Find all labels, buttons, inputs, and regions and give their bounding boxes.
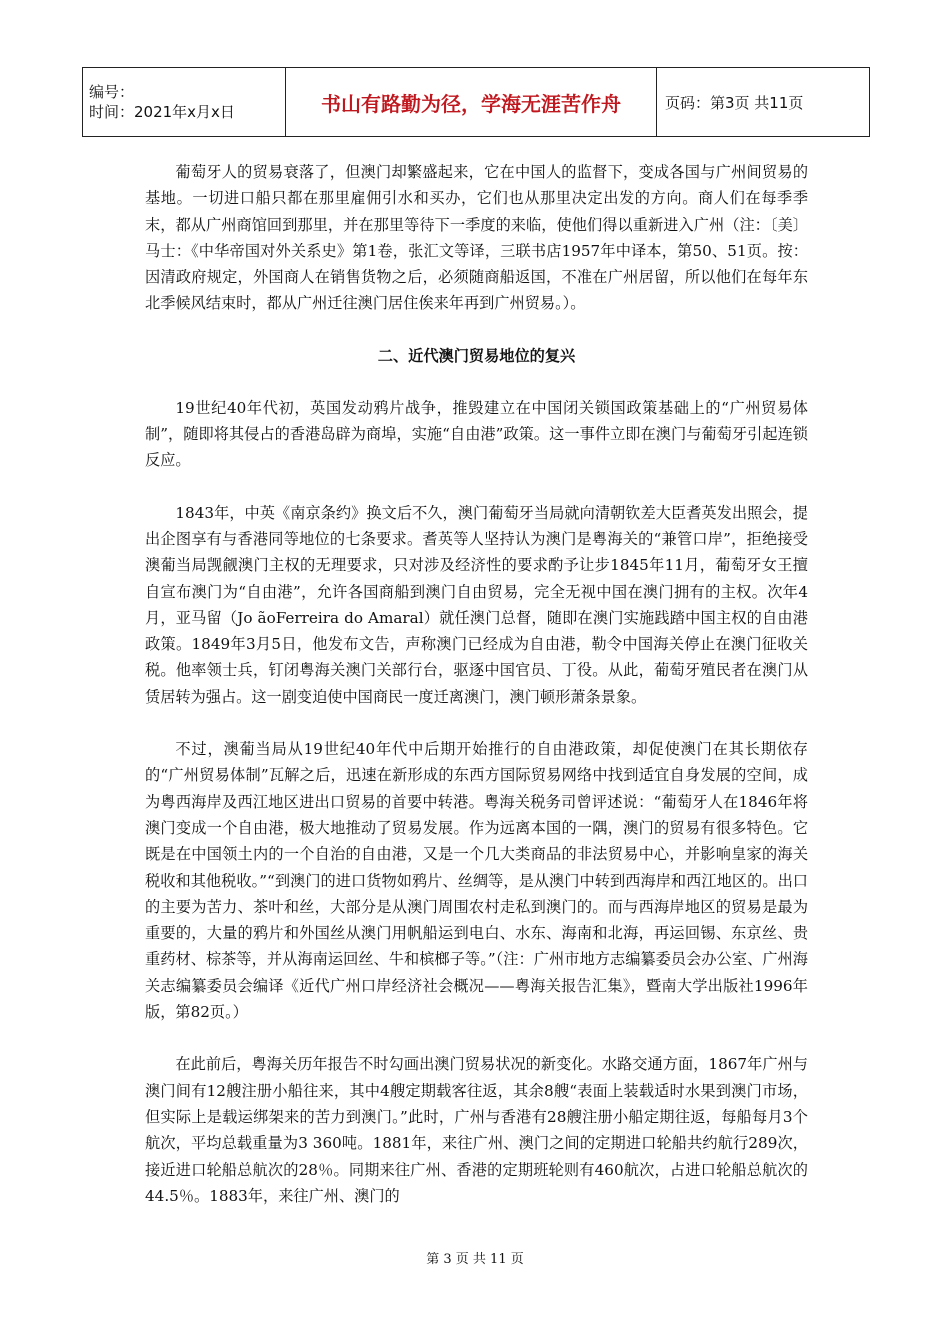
body-paragraph-3: 1843年，中英《南京条约》换文后不久，澳门葡萄牙当局就向清朝钦差大臣耆英发出照会，提出企图享有与香港同等地位的七条要求。耆英等人坚持认为澳门是粤海关的“兼管口岸”，拒绝接受澳葡当局觊觎澳门主权的无理要求，只对涉及经济性的要求酌予让步1845年11月，葡萄牙女王擅自宣布澳门为“自由港”，允许各国商船到澳门自由贸易，完全无视中国在澳门拥有的主权。次年4月，亚马留（Jo ãoFerreira do Amaral）就任澳门总督，随即在澳门实施践踏中国主权的自由港政策。1849年3月5日，他发布文告，声称澳门已经成为自由港，勒令中国海关停止在澳门征收关税。他率领士兵，钉闭粤海关澳门关部行台，驱逐中国官员、丁役。从此，葡萄牙殖民者在澳门从赁居转为强占。这一剧变迫使中国商民一度迁离澳门，澳门顿形萧条景象。 (145, 503, 808, 706)
header-motto: 书山有路勤为径，学海无涯苦作舟 (286, 68, 657, 137)
body-paragraph-1: 葡萄牙人的贸易衰落了，但澳门却繁盛起来，它在中国人的监督下，变成各国与广州间贸易的基地。一切进口船只都在那里雇佣引水和买办，它们也从那里决定出发的方向。商人们在每季季末，都从广州商馆回到那里，并在那里等待下一季度的来临，使他们得以重新进入广州（注：〔美〕马士：《中华帝国对外关系史》第1卷，张汇文等译，三联书店1957年中译本，第50、51页。按：因清政府规定，外国商人在销售货物之后，必须随商船返国，不准在广州居留，所以他们在每年东北季候风结束时，都从广州迁往澳门居住俟来年再到广州贸易。）。 (145, 163, 808, 313)
body-paragraph-2: 19世纪40年代初，英国发动鸦片战争，推毁建立在中国闭关锁国政策基础上的“广州贸易体制”，随即将其侵占的香港岛辟为商埠，实施“自由港”政策。这一事件立即在澳门与葡萄牙引起连锁反应。 (145, 398, 808, 470)
document-header (82, 67, 870, 137)
body-paragraph-5: 在此前后，粤海关历年报告不时勾画出澳门贸易状况的新变化。水路交通方面，1867年广州与澳门间有12艘注册小船往来，其中4艘定期载客往返，其余8艘“表面上装载适时水果到澳门市场， 但实际上是载运绑架来的苦力到澳门。”此时，广州与香港有28艘注册小船定期往返，每船每月3个航次，平均总载重量为3 360吨。1881年，来往广州、澳门之间的定期进口轮船共约航行289次，接近进口轮船总航次的28％。同期来往广州、香港的定期班轮则有460航次，占进口轮船总航次的44.5％。1883年，来往广州、澳门的 (145, 1055, 808, 1205)
page-footer: 第 3 页 共 11 页 (426, 1252, 524, 1267)
document-body (145, 159, 808, 1235)
header-page-info: 页码：第3页 共11页 (657, 68, 870, 137)
header-meta-cell (83, 68, 286, 137)
section-title: 二、近代澳门贸易地位的复兴 (377, 346, 576, 365)
body-paragraph-4: 不过，澳葡当局从19世纪40年代中后期开始推行的自由港政策，却促使澳门在其长期依存的“广州贸易体制”瓦解之后，迅速在新形成的东西方国际贸易网络中找到适宜自身发展的空间，成为粤西海岸及西江地区进出口贸易的首要中转港。粤海关税务司曾评述说：“葡萄牙人在1846年将澳门变成一个自由港，极大地推动了贸易发展。作为远离本国的一隅，澳门的贸易有很多特色。它既是在中国领土内的一个自治的自由港，又是一个几大类商品的非法贸易中心，并影响皇家的海关税收和其他税收。”“到澳门的进口货物如鸦片、丝绸等，是从澳门中转到西海岸和西江地区的。出口的主要为苦力、茶叶和丝，大部分是从澳门周围农村走私到澳门的。而与西海岸地区的贸易是最为重要的，大量的鸦片和外国丝从澳门用帆船运到电白、水东、海南和北海，再运回锡、东京丝、贵重药材、棕茶等，并从海南运回丝、牛和槟榔子等。”（注：广州市地方志编纂委员会办公室、广州海关志编纂委员会编译《近代广州口岸经济社会概况——粤海关报告汇集》，暨南大学出版社1996年版，第82页。） (145, 740, 808, 1022)
document-time-label: 时间：2021年x月x日 (89, 103, 235, 121)
document-number-label: 编号： (89, 83, 135, 101)
